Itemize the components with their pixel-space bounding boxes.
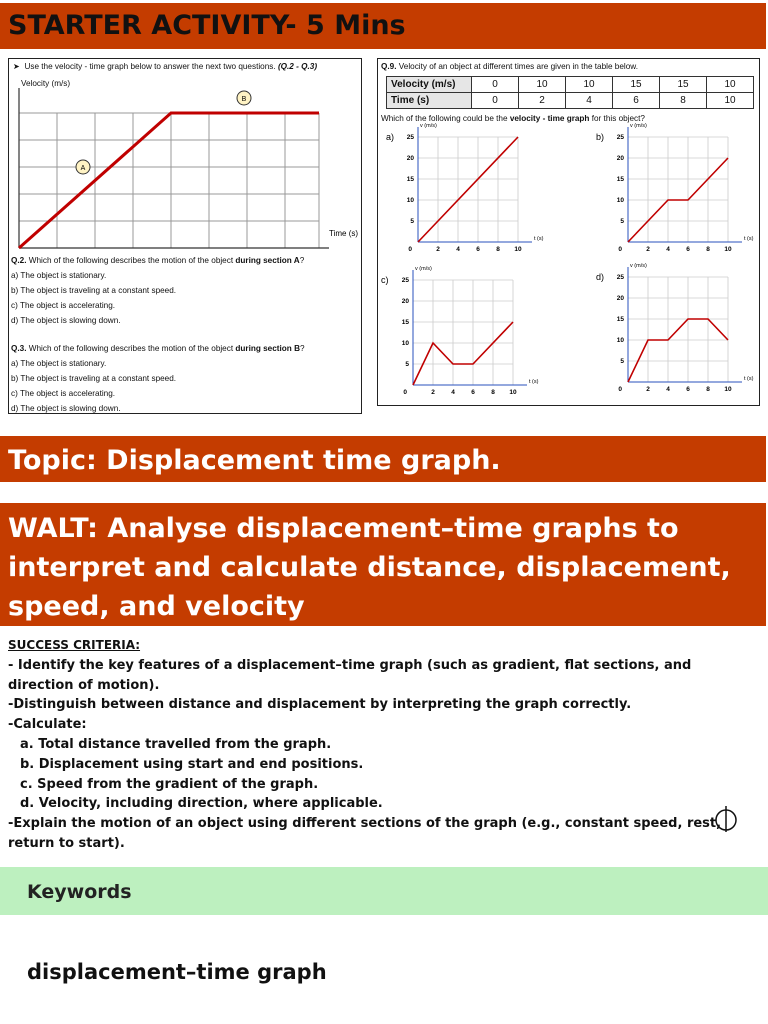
criteria-item: -Distinguish between distance and displacement by interpreting the graph correctly. [8, 697, 632, 713]
table-cell: 10 [707, 93, 754, 109]
velocity-line [19, 113, 319, 248]
origin-label: 0 [618, 246, 622, 253]
x-axis-label: t (s) [744, 376, 754, 382]
y-tick-label: 20 [616, 155, 624, 162]
x-tick-label: 8 [706, 246, 710, 253]
velocity-time-table [386, 76, 754, 109]
marker-a-label: A [80, 165, 86, 172]
x-tick-label: 8 [491, 389, 495, 396]
x-tick-label: 2 [646, 386, 650, 393]
q3-option: c) The object is accelerating. [11, 389, 116, 398]
x-axis-label: t (s) [744, 236, 754, 242]
x-tick-label: 2 [436, 246, 440, 253]
table-cell: Velocity (m/s) [387, 77, 472, 93]
x-tick-label: 2 [431, 389, 435, 396]
y-axis-label: v (m/s) [415, 266, 432, 272]
x-axis-label: t (s) [534, 236, 544, 242]
table-cell: 15 [613, 77, 660, 93]
question-q3: Q.3. Which of the following describes the motion of the object during section B? a) The object is stationary. b) The object is traveling at a constant speed. c) The object is accelerating. d) The object is slowing down. [11, 341, 359, 416]
x-tick-label: 6 [686, 246, 690, 253]
table-cell: 6 [613, 93, 660, 109]
criteria-item: -Calculate: [8, 717, 87, 733]
x-tick-label: 2 [646, 246, 650, 253]
y-axis-label: v (m/s) [420, 123, 437, 129]
y-axis-label: v (m/s) [630, 263, 647, 269]
starter-banner [0, 3, 766, 49]
y-tick-label: 25 [616, 274, 624, 281]
y-tick-label: 10 [616, 197, 624, 204]
origin-label: 0 [408, 246, 412, 253]
success-criteria-heading: SUCCESS CRITERIA: [8, 638, 141, 652]
x-tick-label: 10 [514, 246, 522, 253]
keywords-label: Keywords [27, 881, 132, 903]
y-tick-label: 20 [401, 298, 409, 305]
answer-graphs [378, 123, 759, 407]
x-tick-label: 4 [666, 386, 670, 393]
arrow-bullet-icon: ➤ [13, 62, 20, 71]
criteria-sub-item: b. Displacement using start and end positions. [20, 756, 364, 772]
x-tick-label: 4 [456, 246, 460, 253]
starter-title: STARTER ACTIVITY- 5 Mins [8, 10, 406, 41]
q3-option: b) The object is traveling at a constant speed. [11, 374, 177, 383]
y-tick-label: 15 [401, 319, 409, 326]
topic-title: Topic: Displacement time graph. [8, 445, 501, 476]
series-line [418, 137, 518, 242]
x-tick-label: 6 [686, 386, 690, 393]
table-row [387, 93, 754, 109]
q2-option: b) The object is traveling at a constant speed. [11, 286, 177, 295]
criteria-sub-item: c. Speed from the gradient of the graph. [20, 776, 319, 792]
x-tick-label: 8 [496, 246, 500, 253]
q2-option: a) The object is stationary. [11, 271, 107, 280]
y-axis-label: v (m/s) [630, 123, 647, 129]
x-tick-label: 4 [451, 389, 455, 396]
table-cell: 0 [472, 77, 519, 93]
table-cell: 8 [660, 93, 707, 109]
q9-panel [377, 58, 760, 406]
y-tick-label: 20 [616, 295, 624, 302]
y-tick-label: 15 [616, 176, 624, 183]
instruction-text: Use the velocity - time graph below to answer the next two questions. [24, 62, 276, 71]
table-cell: 15 [660, 77, 707, 93]
y-tick-label: 10 [406, 197, 414, 204]
y-tick-label: 15 [616, 316, 624, 323]
table-cell: 0 [472, 93, 519, 109]
criteria-sub-item: a. Total distance travelled from the graph. [20, 736, 332, 752]
cursor-icon [713, 804, 739, 834]
table-cell: 10 [566, 77, 613, 93]
question-q2: Q.2. Which of the following describes the motion of the object during section A? a) The object is stationary. b) The object is traveling at a constant speed. c) The object is accelerating. d) The object is slowing down. [11, 253, 359, 328]
q2-option: c) The object is accelerating. [11, 301, 116, 310]
x-tick-label: 10 [724, 246, 732, 253]
x-tick-label: 10 [509, 389, 517, 396]
velocity-time-graph [9, 83, 361, 273]
origin-label: 0 [403, 389, 407, 396]
y-tick-label: 10 [616, 337, 624, 344]
graph-label: a) [386, 132, 395, 142]
walt-text: WALT: Analyse displacement–time graphs to interpret and calculate distance, displacement, speed, and velocity [8, 513, 731, 622]
graph-label: b) [596, 132, 605, 142]
x-tick-label: 4 [666, 246, 670, 253]
y-axis-label: Velocity (m/s) [21, 79, 71, 88]
q9-text: Q.9. Velocity of an object at different times are given in the table below. [381, 62, 639, 71]
y-tick-label: 10 [401, 340, 409, 347]
instruction-line [13, 59, 359, 74]
table-cell: 10 [519, 77, 566, 93]
x-tick-label: 10 [724, 386, 732, 393]
x-axis-label: t (s) [529, 379, 539, 385]
marker-b-label: B [241, 96, 247, 103]
graph-label: c) [381, 275, 389, 285]
keyword-item: displacement–time graph [27, 960, 327, 984]
q3-option: a) The object is stationary. [11, 359, 107, 368]
x-tick-label: 8 [706, 386, 710, 393]
instruction-ref: (Q.2 - Q.3) [277, 62, 318, 71]
y-tick-label: 5 [410, 218, 414, 225]
graph-grid [19, 113, 319, 248]
criteria-sub-item: d. Velocity, including direction, where applicable. [20, 796, 383, 812]
q9-question: Which of the following could be the velocity - time graph for this object? [381, 114, 645, 123]
q2-option: d) The object is slowing down. [11, 316, 121, 325]
table-row [387, 77, 754, 93]
criteria-item: -Explain the motion of an object using different sections of the graph (e.g., constant speed, rest, return to start). [8, 816, 722, 851]
graph-label: d) [596, 272, 605, 282]
table-cell: 2 [519, 93, 566, 109]
y-tick-label: 25 [406, 134, 414, 141]
q3-option: d) The object is slowing down. [11, 404, 121, 413]
x-axis-label: Time (s) [329, 229, 359, 238]
series-line [413, 322, 513, 385]
y-tick-label: 5 [620, 218, 624, 225]
y-tick-label: 25 [616, 134, 624, 141]
origin-label: 0 [618, 386, 622, 393]
x-tick-label: 6 [476, 246, 480, 253]
velocity-time-question-panel [8, 58, 362, 414]
walt-banner [0, 503, 766, 626]
success-criteria [8, 636, 760, 854]
y-tick-label: 5 [620, 358, 624, 365]
keywords-bar [0, 867, 768, 915]
series-line [628, 319, 728, 382]
y-tick-label: 5 [405, 361, 409, 368]
y-tick-label: 15 [406, 176, 414, 183]
criteria-item: - Identify the key features of a displacement–time graph (such as gradient, flat sections, and direction of motion). [8, 657, 692, 693]
x-tick-label: 6 [471, 389, 475, 396]
y-tick-label: 20 [406, 155, 414, 162]
topic-banner [0, 436, 766, 482]
table-cell: 10 [707, 77, 754, 93]
table-cell: 4 [566, 93, 613, 109]
y-tick-label: 25 [401, 277, 409, 284]
table-cell: Time (s) [387, 93, 472, 109]
